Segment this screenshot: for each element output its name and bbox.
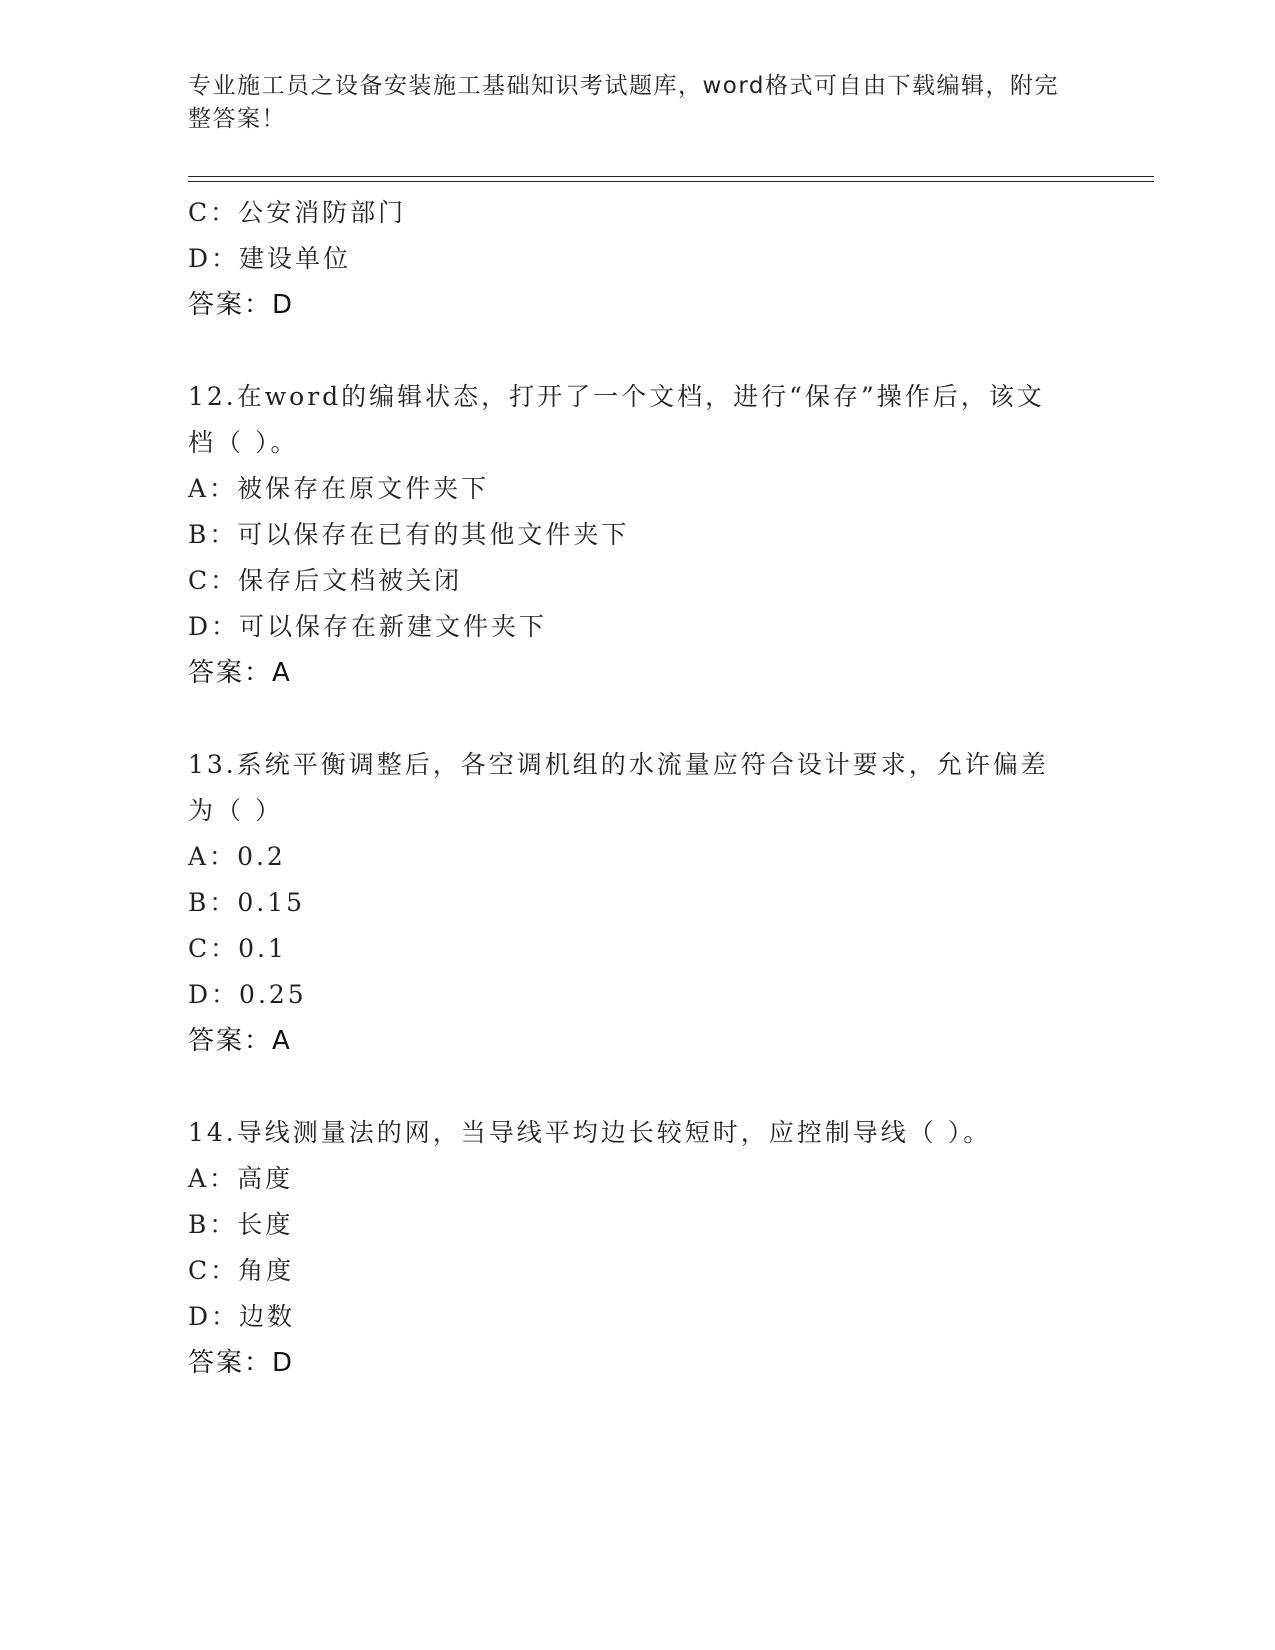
answer-line: 答案：A (188, 658, 292, 688)
option-label: A： (188, 1164, 238, 1193)
option-text: 被保存在原文件夹下 (237, 474, 490, 503)
page-header: 专业施工员之设备安装施工基础知识考试题库，word格式可自由下载编辑，附完整答案！ (188, 73, 1060, 132)
option-d (188, 236, 1088, 282)
option-c (188, 926, 1088, 972)
header-divider-top (188, 176, 1154, 177)
option-text: 公安消防部门 (238, 198, 407, 227)
option-label: C： (188, 566, 239, 595)
option-d (188, 972, 1088, 1018)
option-label: A： (188, 474, 238, 503)
question-text: 13.系统平衡调整后，各空调机组的水流量应符合设计要求，允许偏差为（ ） (188, 750, 1049, 825)
option-text: 可以保存在新建文件夹下 (239, 612, 548, 641)
option-a (188, 1156, 1088, 1202)
option-b (188, 1202, 1088, 1248)
option-text: 保存后文档被关闭 (238, 566, 463, 595)
answer-line: 答案：A (188, 1026, 292, 1056)
option-a (188, 834, 1088, 880)
option-label: D： (188, 244, 240, 273)
option-c (188, 1248, 1088, 1294)
option-c (188, 558, 1088, 604)
option-text: 高度 (237, 1164, 294, 1193)
option-b (188, 512, 1088, 558)
option-text: 可以保存在已有的其他文件夹下 (237, 520, 630, 549)
option-label: C： (188, 198, 239, 227)
option-text: 建设单位 (239, 244, 352, 273)
question-14 (188, 1110, 1088, 1386)
question-13 (188, 742, 1088, 1064)
option-text: 0.15 (237, 888, 306, 917)
option-text: 0.1 (238, 934, 287, 963)
answer-line: 答案：D (188, 290, 295, 320)
option-d (188, 604, 1088, 650)
option-label: A： (188, 842, 238, 871)
option-text: 0.25 (239, 980, 307, 1009)
option-text: 0.2 (237, 842, 286, 871)
option-label: B： (188, 1210, 238, 1239)
question-text: 12.在word的编辑状态，打开了一个文档，进行“保存”操作后，该文档（ ）。 (188, 382, 1045, 457)
option-d (188, 1294, 1088, 1340)
document-body (188, 190, 1088, 1386)
option-text: 边数 (239, 1302, 296, 1331)
option-label: B： (188, 888, 238, 917)
question-text: 14.导线测量法的网，当导线平均边长较短时，应控制导线（ ）。 (188, 1118, 992, 1147)
option-label: C： (188, 934, 239, 963)
header-divider-bottom (188, 181, 1154, 182)
option-label: D： (188, 980, 240, 1009)
option-text: 长度 (237, 1210, 294, 1239)
question-12 (188, 374, 1088, 696)
intro-block (188, 190, 1088, 328)
answer-line: 答案：D (188, 1348, 295, 1378)
option-label: D： (188, 1302, 240, 1331)
option-label: B： (188, 520, 238, 549)
option-label: D： (188, 612, 240, 641)
option-a (188, 466, 1088, 512)
option-c (188, 190, 1088, 236)
option-b (188, 880, 1088, 926)
option-label: C： (188, 1256, 239, 1285)
option-text: 角度 (238, 1256, 295, 1285)
